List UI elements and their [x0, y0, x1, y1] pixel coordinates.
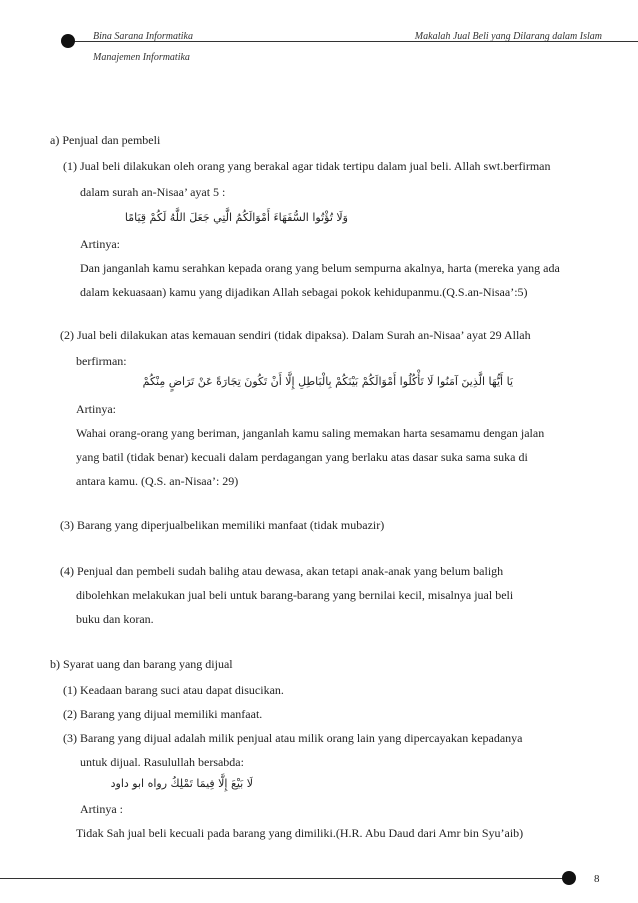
paragraph-line: berfirman: [76, 354, 127, 368]
header-bullet-dot [61, 34, 75, 48]
arabic-verse-nisa-5: وَلَا تُؤْتُوا السُّفَهَاءَ أَمْوَالَكُمُ الَّتِي جَعَلَ اللَّهُ لَكُمْ قِيَامًا [124, 211, 348, 224]
section-a-heading: a) Penjual dan pembeli [50, 133, 161, 147]
arabic-hadith: لَا بَيْعَ إِلَّا فِيمَا تَمْلِكُ رواه ابو داود [110, 777, 253, 790]
paragraph-line: (2) Barang yang dijual memiliki manfaat. [63, 707, 263, 721]
paragraph-line: (2) Jual beli dilakukan atas kemauan sendiri (tidak dipaksa). Dalam Surah an-Nisaa’ ayat 29 Allah [60, 328, 531, 342]
paragraph-line: dibolehkan melakukan jual beli untuk barang-barang yang bernilai kecil, misalnya jual beli [76, 588, 514, 602]
paragraph-line: (1) Jual beli dilakukan oleh orang yang berakal agar tidak tertipu dalam jual beli. Allah swt.berfirman [63, 159, 551, 173]
section-b-heading: b) Syarat uang dan barang yang dijual [50, 657, 233, 671]
translation-label: Artinya: [76, 402, 116, 416]
paragraph-line: (1) Keadaan barang suci atau dapat disucikan. [63, 683, 284, 697]
footer-rule [0, 878, 572, 879]
paragraph-line: buku dan koran. [76, 612, 154, 626]
paragraph-line: Dan janganlah kamu serahkan kepada orang yang belum sempurna akalnya, harta (mereka yang ada [80, 261, 560, 275]
header-document-title: Makalah Jual Beli yang Dilarang dalam Islam [414, 31, 602, 42]
paragraph-line: (3) Barang yang diperjualbelikan memiliki manfaat (tidak mubazir) [60, 518, 385, 532]
header-department: Manajemen Informatika [93, 52, 190, 63]
paragraph-line: dalam kekuasaan) kamu yang dijadikan Allah sebagai pokok kehidupanmu.(Q.S.an-Nisaa’:5) [80, 285, 528, 299]
paragraph-line: Tidak Sah jual beli kecuali pada barang yang dimiliki.(H.R. Abu Daud dari Amr bin Syu’aib) [76, 826, 524, 840]
page-number: 8 [594, 873, 600, 885]
paragraph-line: Wahai orang-orang yang beriman, janganlah kamu saling memakan harta sesamamu dengan jalan [76, 426, 545, 440]
paragraph-line: (3) Barang yang dijual adalah milik penjual atau milik orang lain yang dipercayakan kepadanya [63, 731, 523, 745]
paragraph-line: yang batil (tidak benar) kecuali dalam perdagangan yang berlaku atas dasar suka sama suka di [76, 450, 528, 464]
footer-bullet-dot [562, 871, 576, 885]
paragraph-line: untuk dijual. Rasulullah bersabda: [80, 755, 244, 769]
translation-label: Artinya : [80, 802, 123, 816]
paragraph-line: antara kamu. (Q.S. an-Nisaa’: 29) [76, 474, 239, 488]
header-institution: Bina Sarana Informatika [93, 31, 193, 42]
paragraph-line: (4) Penjual dan pembeli sudah balihg atau dewasa, akan tetapi anak-anak yang belum baligh [60, 564, 504, 578]
arabic-verse-nisa-29: يَا أَيُّهَا الَّذِينَ آمَنُوا لَا تَأْكُلُوا أَمْوَالَكُمْ بَيْنَكُمْ بِالْبَاطِلِ إِلَّا أَنْ تَكُونَ تِجَارَةً عَنْ تَرَاضٍ مِنْكُمْ [142, 375, 513, 388]
translation-label: Artinya: [80, 237, 120, 251]
paragraph-line: dalam surah an-Nisaa’ ayat 5 : [80, 185, 226, 199]
